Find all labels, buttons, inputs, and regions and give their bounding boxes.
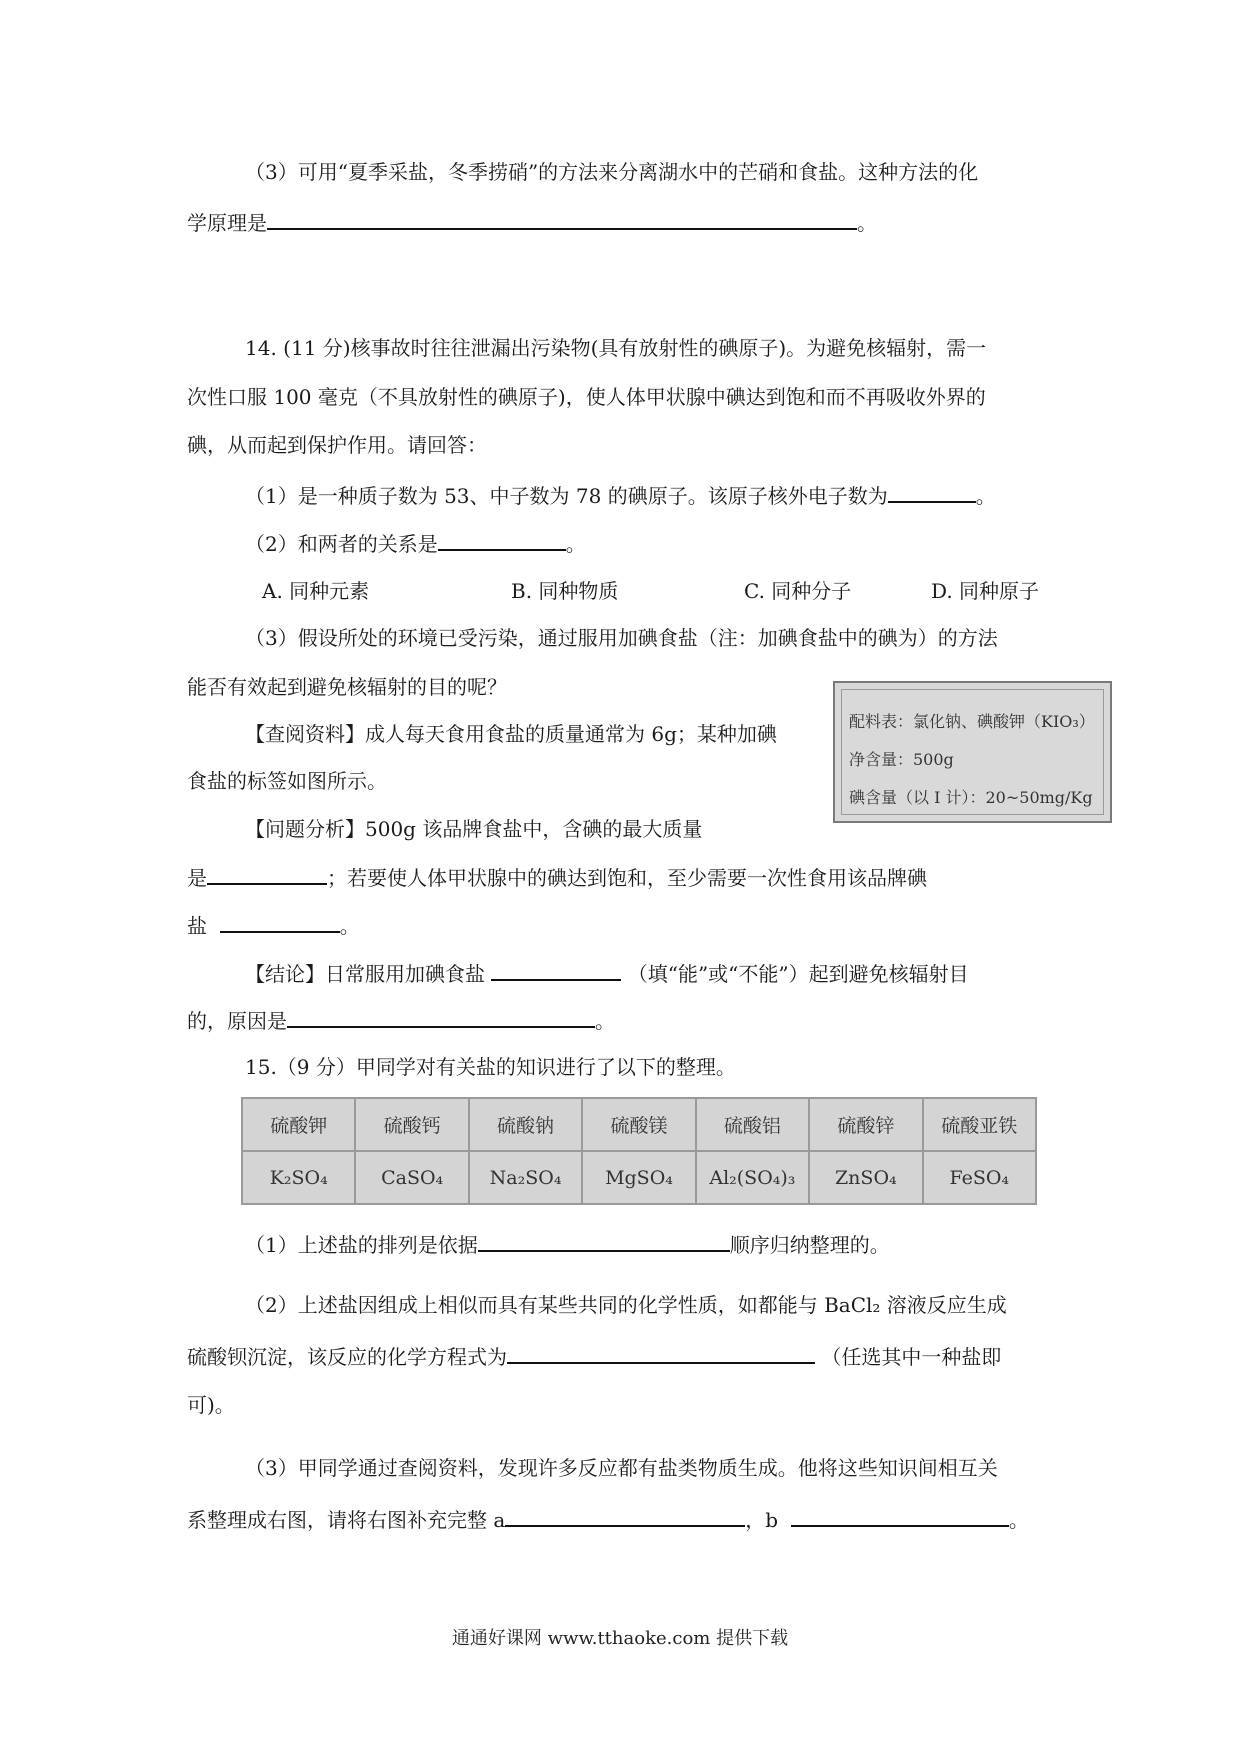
- salt-formula-cell: FeSO₄: [923, 1151, 1036, 1204]
- q15-part2-suffix: （任选其中一种盐即: [821, 1345, 1002, 1369]
- choice-b[interactable]: B. 同种物质: [511, 579, 619, 603]
- q15-part1-suffix: 顺序归纳整理的。: [729, 1233, 890, 1257]
- q14-choices: [0, 576, 1240, 606]
- answer-blank[interactable]: [287, 1004, 595, 1028]
- q14-analysis-line2: [187, 861, 927, 893]
- q13-part3-suffix: 。: [857, 211, 877, 235]
- q15-intro: 15.（9 分）甲同学对有关盐的知识进行了以下的整理。: [245, 1055, 736, 1079]
- table-row: [242, 1151, 1036, 1204]
- q14-part3-line1: （3）假设所处的环境已受污染，通过服用加碘食盐（注：加碘食盐中的碘为）的方法: [245, 626, 998, 650]
- q14-conclusion-line1: [245, 957, 969, 989]
- q14-analysis-line1: 【问题分析】500g 该品牌食盐中，含碘的最大质量: [245, 817, 703, 841]
- q14-part2: [245, 527, 586, 559]
- q15-part1: [245, 1228, 890, 1260]
- choice-c[interactable]: C. 同种分子: [744, 579, 852, 603]
- q14-analysis-line3: [187, 909, 360, 941]
- answer-blank[interactable]: [888, 479, 976, 503]
- q14-conclusion2-prefix: 的，原因是: [187, 1009, 287, 1033]
- page-footer: 通通好课网 www.tthaoke.com 提供下载: [451, 1628, 789, 1649]
- q15-part2-line1: （2）上述盐因组成上相似而具有某些共同的化学性质，如都能与 BaCl₂ 溶液反应生成: [245, 1293, 1007, 1317]
- q15-part3-mid: ，b: [745, 1508, 779, 1532]
- salt-table: [241, 1097, 1037, 1205]
- q15-part2-line3: 可)。: [187, 1393, 235, 1417]
- q15-part3-suffix: 。: [1008, 1508, 1029, 1532]
- salt-label-net-weight: 净含量：500g: [849, 750, 954, 769]
- answer-blank[interactable]: [438, 527, 566, 551]
- q15-part3-line2: [187, 1503, 1029, 1535]
- q13-part3-line2: [187, 206, 877, 238]
- q15-part3-line1: （3）甲同学通过查阅资料，发现许多反应都有盐类物质生成。他将这些知识间相互关: [245, 1456, 998, 1480]
- choice-a[interactable]: A. 同种元素: [262, 579, 370, 603]
- q14-intro-line1: 14. (11 分)核事故时往往泄漏出污染物(具有放射性的碘原子)。为避免核辐射，需一: [245, 336, 987, 360]
- salt-formula-cell: Na₂SO₄: [469, 1151, 582, 1204]
- q14-intro-line3: 碘，从而起到保护作用。请回答：: [187, 433, 487, 457]
- answer-blank-a[interactable]: [505, 1503, 745, 1527]
- answer-blank[interactable]: [267, 206, 857, 230]
- answer-blank[interactable]: [220, 909, 340, 933]
- table-row: [242, 1098, 1036, 1151]
- q15-part2-line2: [187, 1340, 1001, 1372]
- salt-name-cell: 硫酸钾: [242, 1098, 355, 1151]
- q14-part1-prefix: （1）是一种质子数为 53、中子数为 78 的碘原子。该原子核外电子数为: [245, 484, 888, 508]
- q15-part3-prefix: 系整理成右图，请将右图补充完整 a: [187, 1508, 506, 1532]
- salt-label-iodine-content: 碘含量（以 I 计）：20~50mg/Kg: [849, 788, 1093, 807]
- salt-formula-cell: CaSO₄: [355, 1151, 468, 1204]
- salt-name-cell: 硫酸锌: [809, 1098, 922, 1151]
- salt-name-cell: 硫酸钠: [469, 1098, 582, 1151]
- q14-part2-prefix: （2）和两者的关系是: [245, 532, 438, 556]
- answer-blank[interactable]: [491, 957, 621, 981]
- q14-conclusion-prefix: 【结论】日常服用加碘食盐: [245, 962, 485, 986]
- q14-part1-suffix: 。: [975, 484, 996, 508]
- q15-part2-prefix: 硫酸钡沉淀，该反应的化学方程式为: [187, 1345, 507, 1369]
- q14-conclusion-line2: [187, 1004, 615, 1036]
- q13-part3-line1: （3）可用“夏季采盐，冬季捞硝”的方法来分离湖水中的芒硝和食盐。这种方法的化: [245, 160, 979, 184]
- salt-formula-cell: K₂SO₄: [242, 1151, 355, 1204]
- salt-formula-cell: Al₂(SO₄)₃: [696, 1151, 809, 1204]
- q15-part1-prefix: （1）上述盐的排列是依据: [245, 1233, 478, 1257]
- answer-blank-b[interactable]: [791, 1503, 1009, 1527]
- salt-name-cell: 硫酸铝: [696, 1098, 809, 1151]
- answer-blank[interactable]: [207, 861, 327, 885]
- q14-reference-line2: 食盐的标签如图所示。: [187, 769, 387, 793]
- q14-conclusion-suffix: （填“能”或“不能”）起到避免核辐射目: [627, 962, 969, 986]
- q14-reference-line1: 【查阅资料】成人每天食用食盐的质量通常为 6g；某种加碘: [245, 722, 777, 746]
- salt-formula-cell: ZnSO₄: [809, 1151, 922, 1204]
- answer-blank[interactable]: [507, 1340, 815, 1364]
- q14-part3-line2: 能否有效起到避免核辐射的目的呢？: [187, 675, 507, 699]
- q14-conclusion2-suffix: 。: [595, 1009, 615, 1033]
- q14-analysis-prefix: 是: [187, 866, 207, 890]
- q14-analysis-suffix: ；若要使人体甲状腺中的碘达到饱和，至少需要一次性食用该品牌碘: [327, 866, 927, 890]
- choice-d[interactable]: D. 同种原子: [931, 579, 1040, 603]
- q14-intro-line2: 次性口服 100 毫克（不具放射性的碘原子)，使人体甲状腺中碘达到饱和而不再吸收外界的: [187, 385, 986, 409]
- q14-analysis3-suffix: 。: [339, 914, 360, 938]
- q14-part2-suffix: 。: [565, 532, 586, 556]
- q14-analysis3-prefix: 盐: [187, 914, 207, 938]
- salt-name-cell: 硫酸钙: [355, 1098, 468, 1151]
- salt-name-cell: 硫酸镁: [582, 1098, 695, 1151]
- q13-part3-prefix: 学原理是: [187, 211, 267, 235]
- q14-part1: [245, 479, 996, 511]
- salt-label-ingredients: 配料表：氯化钠、碘酸钾（KIO₃）: [849, 712, 1095, 731]
- salt-name-cell: 硫酸亚铁: [923, 1098, 1036, 1151]
- salt-formula-cell: MgSO₄: [582, 1151, 695, 1204]
- answer-blank[interactable]: [478, 1228, 730, 1252]
- salt-label-image: [833, 681, 1112, 823]
